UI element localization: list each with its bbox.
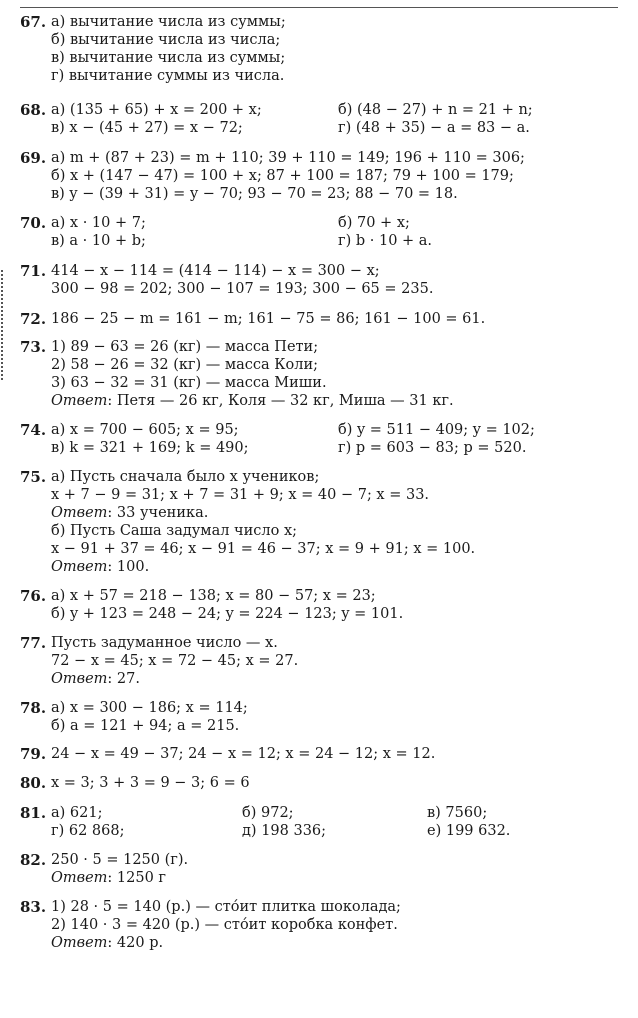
- item: д) 198 336;: [242, 823, 327, 839]
- text-line: 414 − x − 114 = (414 − 114) − x = 300 − x;: [51, 263, 380, 279]
- text-line: [51, 232, 620, 250]
- text-line: б) Пусть Саша задумал число x;: [51, 523, 298, 539]
- text-line: а) вычитание числа из суммы;: [51, 14, 286, 30]
- text-line: 2) 58 − 26 = 32 (кг) — масса Коли;: [51, 357, 319, 373]
- item: б) 972;: [242, 805, 294, 821]
- exercise-76: [20, 587, 620, 623]
- exercise-number: 80.: [20, 774, 47, 792]
- exercise-68: [20, 101, 620, 137]
- exercise-74: [20, 421, 620, 457]
- exercise-number: 81.: [20, 804, 47, 822]
- item: г) 62 868;: [51, 823, 125, 839]
- text-line: 250 · 5 = 1250 (г).: [51, 852, 189, 868]
- text-line: в) y − (39 + 31) = y − 70; 93 − 70 = 23; 88 − 70 = 18.: [51, 186, 458, 202]
- answer-line: [51, 869, 620, 887]
- item: г) (48 + 35) − a = 83 − a.: [338, 120, 530, 136]
- answer-text: : 1250 г: [107, 870, 167, 886]
- exercise-number: 75.: [20, 468, 47, 486]
- exercise-number: 73.: [20, 338, 47, 356]
- item: б) y = 511 − 409; y = 102;: [338, 422, 535, 438]
- exercise-number: 72.: [20, 310, 47, 328]
- answer-label: Ответ: [51, 935, 108, 951]
- text-line: 2) 140 · 3 = 420 (р.) — сто́ит коробка конфет.: [51, 917, 398, 933]
- text-line: б) a = 121 + 94; a = 215.: [51, 718, 240, 734]
- answer-label: Ответ: [51, 559, 108, 575]
- answer-text: : Петя — 26 кг, Коля — 32 кг, Миша — 31 кг.: [107, 393, 454, 409]
- text-line: а) x = 300 − 186; x = 114;: [51, 700, 248, 716]
- exercise-79: [20, 745, 620, 763]
- text-line: [51, 439, 620, 457]
- exercise-number: 70.: [20, 214, 47, 232]
- answer-text: : 27.: [107, 671, 140, 687]
- answer-text: : 100.: [107, 559, 150, 575]
- answer-line: [51, 504, 620, 522]
- text-line: [51, 822, 620, 840]
- exercise-number: 69.: [20, 149, 47, 167]
- text-line: x − 91 + 37 = 46; x − 91 = 46 − 37; x = 9 + 91; x = 100.: [51, 541, 476, 557]
- text-line: в) вычитание числа из суммы;: [51, 50, 286, 66]
- item: в) 7560;: [427, 805, 488, 821]
- text-line: x = 3; 3 + 3 = 9 − 3; 6 = 6: [51, 775, 250, 791]
- exercise-67: [20, 13, 620, 85]
- item: в) x − (45 + 27) = x − 72;: [51, 120, 243, 136]
- top-rule: [20, 7, 618, 8]
- answer-line: [51, 558, 620, 576]
- exercise-number: 83.: [20, 898, 47, 916]
- item: б) 70 + x;: [338, 215, 410, 231]
- item: а) 621;: [51, 805, 103, 821]
- item: г) p = 603 − 83; p = 520.: [338, 440, 527, 456]
- exercise-number: 76.: [20, 587, 47, 605]
- text-line: [51, 804, 620, 822]
- exercise-number: 68.: [20, 101, 47, 119]
- item: в) k = 321 + 169; k = 490;: [51, 440, 249, 456]
- item: а) (135 + 65) + x = 200 + x;: [51, 102, 262, 118]
- exercise-number: 77.: [20, 634, 47, 652]
- text-line: г) вычитание суммы из числа.: [51, 68, 285, 84]
- exercise-number: 79.: [20, 745, 47, 763]
- text-line: а) Пусть сначала было x учеников;: [51, 469, 320, 485]
- answer-label: Ответ: [51, 671, 108, 687]
- exercise-71: [20, 262, 620, 298]
- text-line: а) m + (87 + 23) = m + 110; 39 + 110 = 149; 196 + 110 = 306;: [51, 150, 525, 166]
- answer-line: [51, 934, 620, 952]
- text-line: а) x + 57 = 218 − 138; x = 80 − 57; x = 23;: [51, 588, 376, 604]
- exercise-number: 78.: [20, 699, 47, 717]
- exercise-80: [20, 774, 620, 792]
- text-line: 24 − x = 49 − 37; 24 − x = 12; x = 24 − 12; x = 12.: [51, 746, 436, 762]
- text-line: 3) 63 − 32 = 31 (кг) — масса Миши.: [51, 375, 327, 391]
- answer-line: [51, 392, 620, 410]
- text-line: Пусть задуманное число — x.: [51, 635, 278, 651]
- exercise-81: [20, 804, 620, 840]
- answer-text: : 33 ученика.: [107, 505, 209, 521]
- item: е) 199 632.: [427, 823, 511, 839]
- item: а) x = 700 − 605; x = 95;: [51, 422, 239, 438]
- text-line: [51, 101, 620, 119]
- text-line: 1) 89 − 63 = 26 (кг) — масса Пети;: [51, 339, 319, 355]
- item: в) a · 10 + b;: [51, 233, 146, 249]
- text-line: б) x + (147 − 47) = 100 + x; 87 + 100 = 187; 79 + 100 = 179;: [51, 168, 514, 184]
- text-line: б) y + 123 = 248 − 24; y = 224 − 123; y = 101.: [51, 606, 404, 622]
- answer-text: : 420 р.: [107, 935, 164, 951]
- text-line: x + 7 − 9 = 31; x + 7 = 31 + 9; x = 40 − 7; x = 33.: [51, 487, 430, 503]
- exercise-70: [20, 214, 620, 250]
- exercise-77: [20, 634, 620, 688]
- margin-dotted-rule: [1, 270, 3, 380]
- exercise-number: 71.: [20, 262, 47, 280]
- text-line: 300 − 98 = 202; 300 − 107 = 193; 300 − 65 = 235.: [51, 281, 434, 297]
- exercise-72: [20, 310, 620, 328]
- text-line: 72 − x = 45; x = 72 − 45; x = 27.: [51, 653, 299, 669]
- text-line: [51, 119, 620, 137]
- exercise-82: [20, 851, 620, 887]
- item: б) (48 − 27) + n = 21 + n;: [338, 102, 533, 118]
- text-line: б) вычитание числа из числа;: [51, 32, 281, 48]
- text-line: 186 − 25 − m = 161 − m; 161 − 75 = 86; 161 − 100 = 61.: [51, 311, 486, 327]
- exercise-83: [20, 898, 620, 952]
- exercise-69: [20, 149, 620, 203]
- text-line: 1) 28 · 5 = 140 (р.) — сто́ит плитка шоколада;: [51, 899, 401, 915]
- answer-label: Ответ: [51, 393, 108, 409]
- exercise-73: [20, 338, 620, 410]
- answer-label: Ответ: [51, 505, 108, 521]
- item: а) x · 10 + 7;: [51, 215, 146, 231]
- exercise-number: 74.: [20, 421, 47, 439]
- exercise-number: 82.: [20, 851, 47, 869]
- exercise-number: 67.: [20, 13, 47, 31]
- exercise-75: [20, 468, 620, 576]
- item: г) b · 10 + a.: [338, 233, 433, 249]
- exercise-78: [20, 699, 620, 735]
- answer-label: Ответ: [51, 870, 108, 886]
- text-line: [51, 421, 620, 439]
- answer-line: [51, 670, 620, 688]
- text-line: [51, 214, 620, 232]
